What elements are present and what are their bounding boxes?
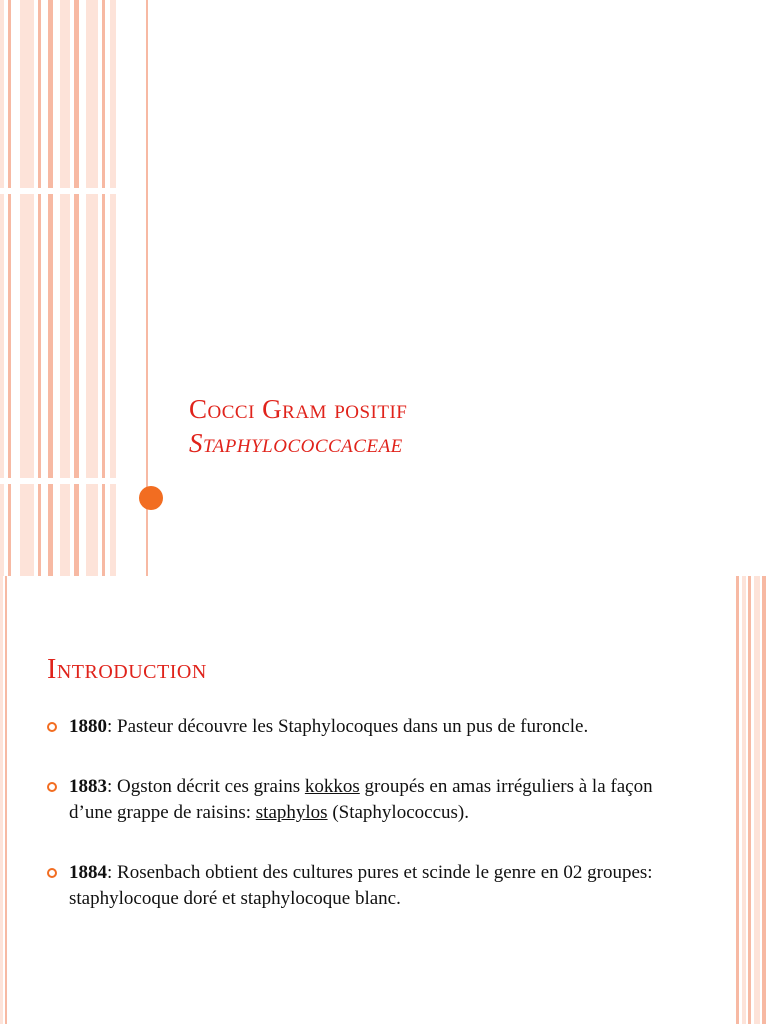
- bullet-circle-icon: [47, 782, 57, 792]
- year: 1880: [69, 716, 107, 737]
- list-item: [47, 714, 687, 740]
- decorative-stripes-right: [736, 576, 768, 1024]
- stripe: [0, 576, 3, 1024]
- underlined-term: staphylos: [255, 802, 328, 823]
- content-slide: [0, 576, 768, 1024]
- stripe-gap: [0, 188, 148, 194]
- bullet-text: groupés en amas irréguliers à la façon d’une grappe de raisins:: [69, 776, 653, 823]
- year: 1884: [69, 862, 107, 883]
- orange-circle-icon: [139, 486, 163, 510]
- decorative-edge-left: [0, 576, 9, 1024]
- year: 1883: [69, 776, 107, 797]
- title-line-2: Staphylococcaceae: [189, 428, 403, 458]
- slide-title: [189, 392, 749, 460]
- list-item: [47, 774, 687, 826]
- stripe: [102, 0, 105, 576]
- bullet-text: (Staphylococcus).: [327, 802, 469, 823]
- stripe: [5, 576, 7, 1024]
- title-line-1: Cocci Gram positif: [189, 394, 408, 424]
- bullet-text: : Pasteur découvre les Staphylocoques dans un pus de furoncle.: [107, 716, 589, 737]
- list-item: [47, 860, 687, 912]
- stripe-gap: [0, 478, 148, 484]
- stripe: [762, 576, 766, 1024]
- section-heading: Introduction: [47, 654, 207, 685]
- bullet-list: [47, 714, 687, 946]
- stripe: [0, 0, 4, 576]
- stripe: [48, 0, 53, 576]
- bullet-text: : Rosenbach obtient des cultures pures et scinde le genre en 02 groupes: staphylocoque doré et staphylocoque blanc.: [69, 862, 653, 909]
- stripe: [8, 0, 11, 576]
- decorative-stripes-left: [0, 0, 148, 576]
- stripe: [60, 0, 70, 576]
- stripe: [754, 576, 760, 1024]
- stripe: [74, 0, 79, 576]
- bullet-text: : Ogston décrit ces grains: [107, 776, 305, 797]
- stripe: [748, 576, 751, 1024]
- stripe: [38, 0, 41, 576]
- bullet-circle-icon: [47, 722, 57, 732]
- stripe: [20, 0, 34, 576]
- stripe: [110, 0, 116, 576]
- stripe: [86, 0, 98, 576]
- underlined-term: kokkos: [304, 776, 360, 797]
- bullet-circle-icon: [47, 868, 57, 878]
- stripe: [736, 576, 739, 1024]
- stripe: [742, 576, 746, 1024]
